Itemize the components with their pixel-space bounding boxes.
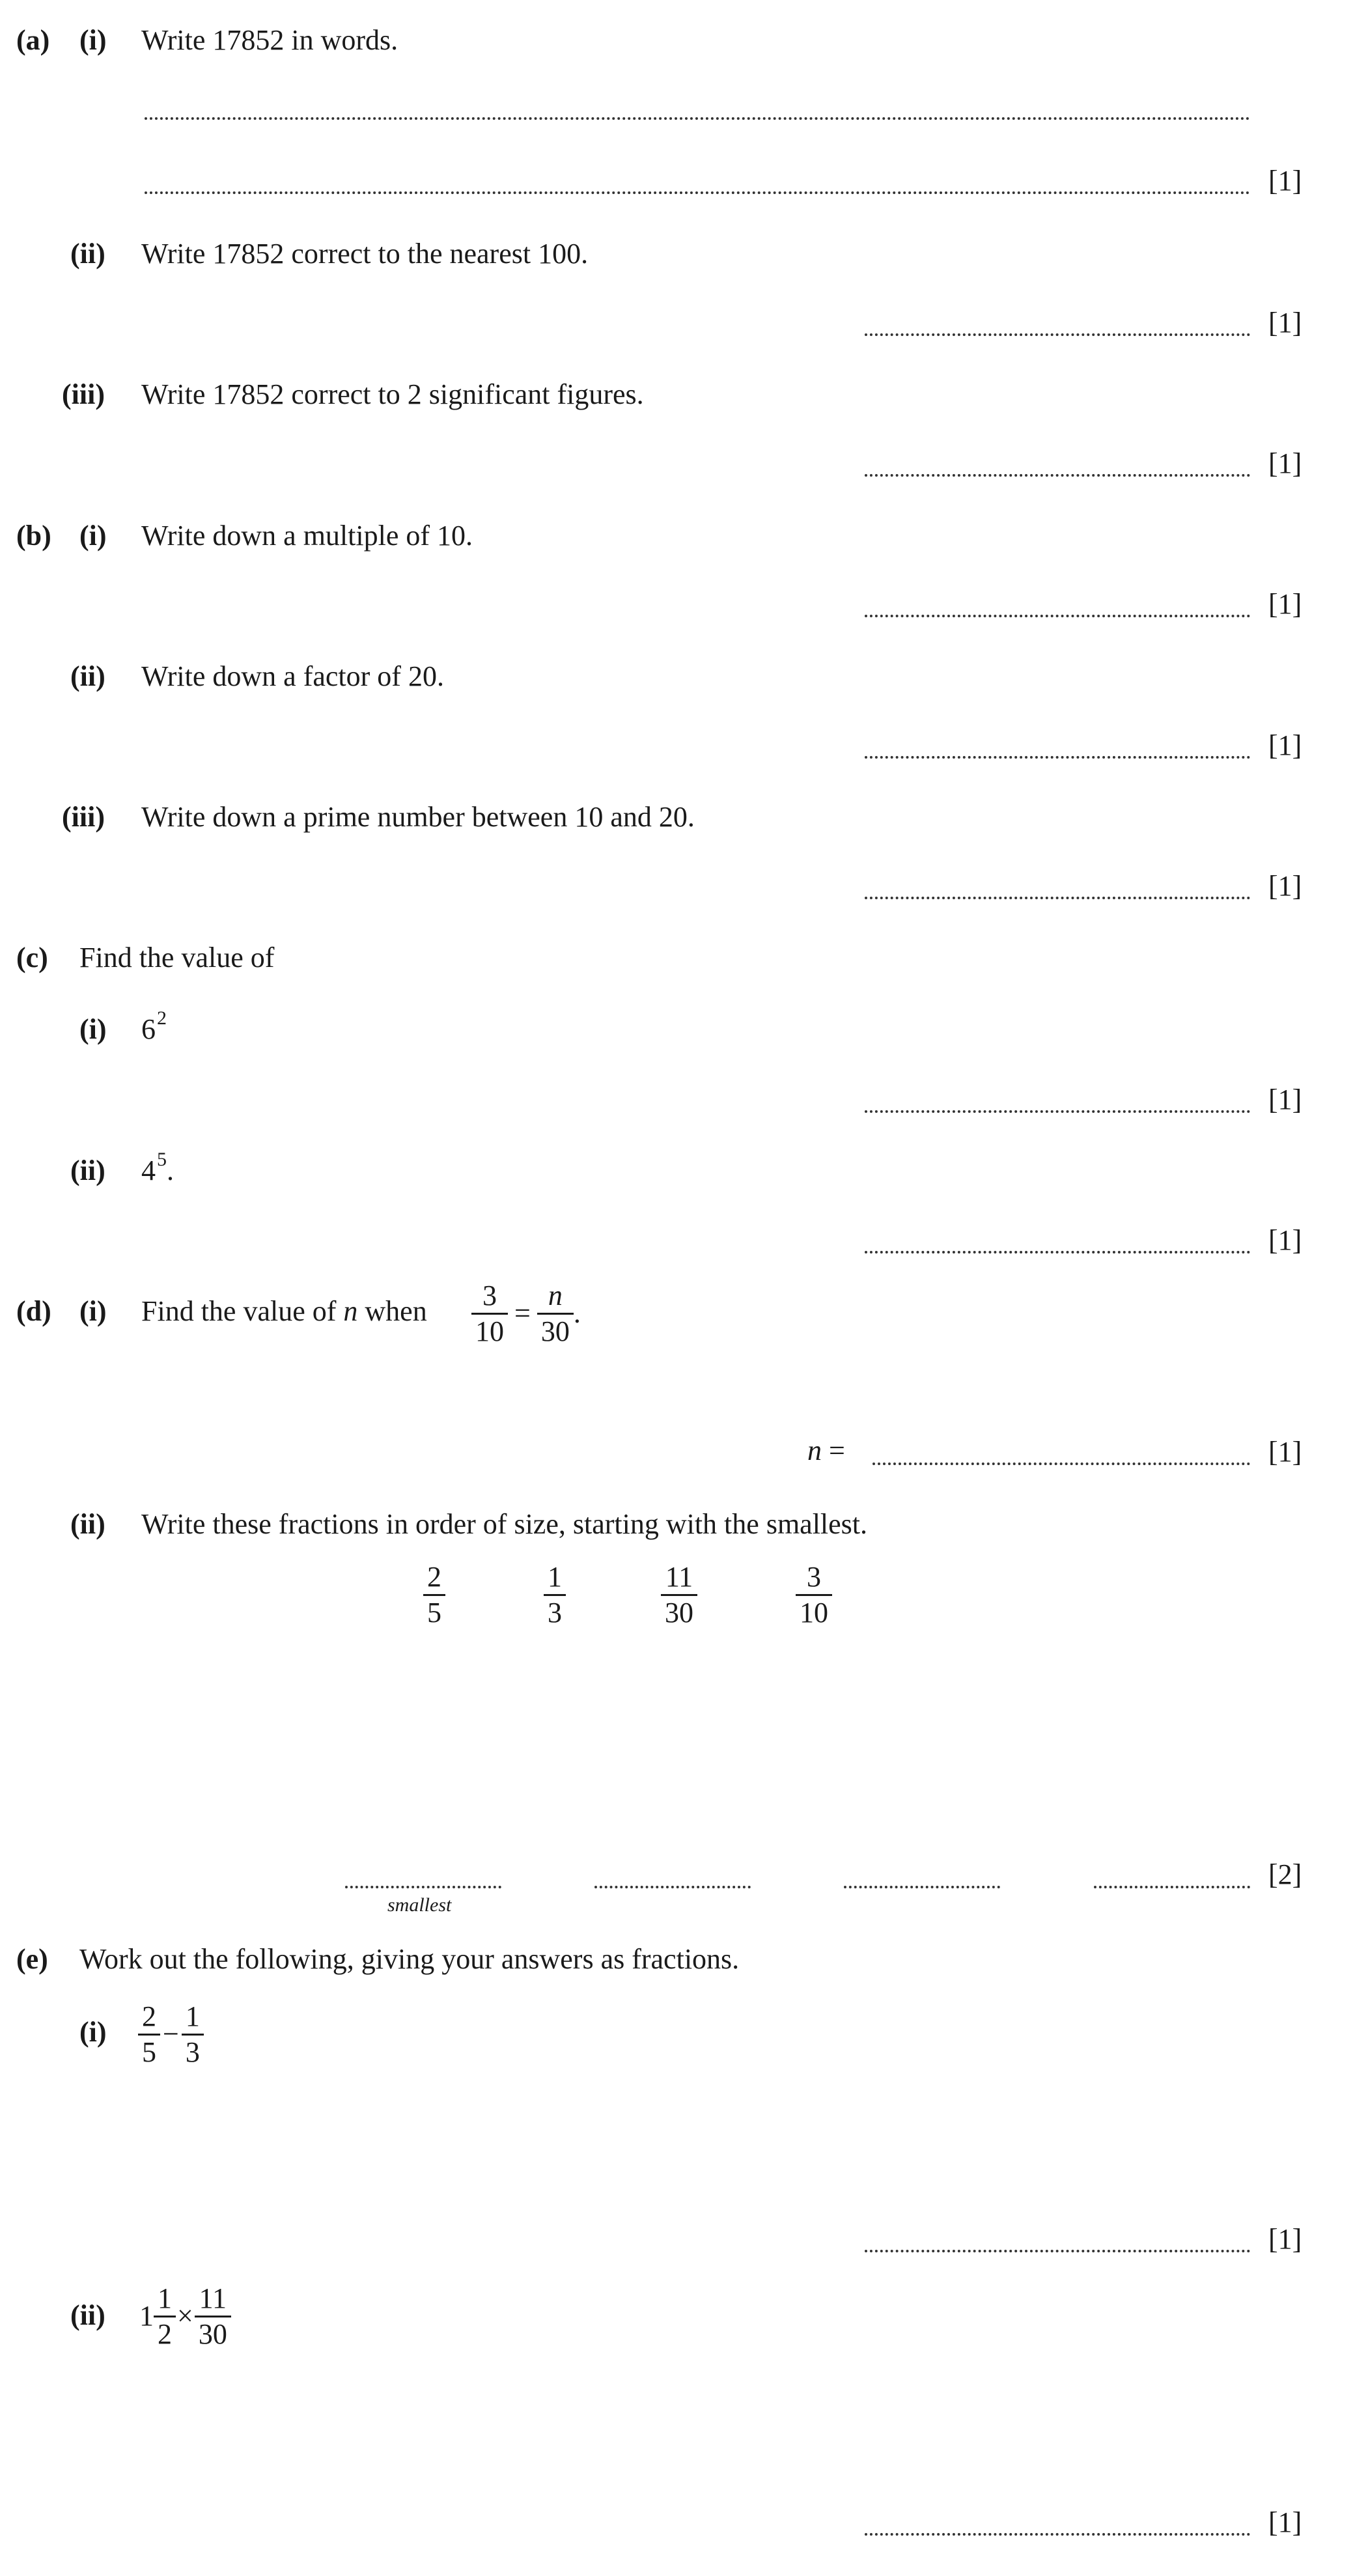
marks-d-ii: [2] <box>1268 1858 1302 1890</box>
part-label-d: (d) <box>16 1295 51 1327</box>
denominator: 10 <box>796 1594 832 1627</box>
fraction-mixed-part <box>154 2284 176 2349</box>
subpart-label-d-ii: (ii) <box>70 1508 105 1540</box>
minus-sign: − <box>163 2018 179 2051</box>
whole-number: 1 <box>139 2300 154 2332</box>
order-answer-slot-2[interactable] <box>594 1886 751 1888</box>
marks-e-i: [1] <box>1268 2223 1302 2255</box>
subpart-label-b-ii: (ii) <box>70 660 105 692</box>
numerator: 11 <box>665 1561 693 1593</box>
fraction-list-item <box>796 1563 832 1627</box>
answer-line-e-i[interactable] <box>865 2250 1250 2252</box>
numerator: 2 <box>427 1561 441 1593</box>
marks-d-i: [1] <box>1268 1436 1302 1468</box>
numerator: 2 <box>142 2000 156 2032</box>
base-c-i: 6 <box>141 1013 156 1045</box>
order-answer-slot-4[interactable] <box>1094 1886 1250 1888</box>
question-a-i-text: Write 17852 in words. <box>141 24 398 56</box>
part-label-b: (b) <box>16 520 51 552</box>
denominator: 10 <box>471 1313 508 1346</box>
variable-n: n <box>343 1295 358 1327</box>
marks-b-ii: [1] <box>1268 729 1302 761</box>
question-b-ii-text: Write down a factor of 20. <box>141 660 444 692</box>
numerator: 1 <box>185 2000 200 2032</box>
part-label-e: (e) <box>16 1943 48 1975</box>
text: Find the value of <box>141 1295 344 1327</box>
denominator: 3 <box>182 2034 204 2067</box>
variable-n: n <box>807 1435 822 1466</box>
marks-c-ii: [1] <box>1268 1224 1302 1256</box>
subpart-label-c-ii: (ii) <box>70 1155 105 1186</box>
subpart-label-c-i: (i) <box>79 1013 107 1045</box>
question-b-i-text: Write down a multiple of 10. <box>141 520 473 552</box>
fraction-list-item <box>544 1563 566 1627</box>
answer-line-e-ii[interactable] <box>865 2533 1250 2536</box>
subpart-label-e-ii: (ii) <box>70 2299 105 2331</box>
fraction-three-tenths <box>796 1563 832 1627</box>
question-d-i-text <box>141 1295 427 1329</box>
fraction-one-third <box>544 1563 566 1627</box>
marks-a-ii: [1] <box>1268 307 1302 339</box>
answer-line-b-ii[interactable] <box>865 756 1250 759</box>
equation-d-i <box>471 1281 581 1346</box>
answer-line-c-i[interactable] <box>865 1110 1250 1113</box>
exponent-c-i: 2 <box>157 1007 167 1029</box>
punctuation: . <box>573 1297 581 1330</box>
answer-line-b-i[interactable] <box>865 615 1250 617</box>
answer-line-a-ii[interactable] <box>865 333 1250 336</box>
fraction-b <box>195 2284 231 2349</box>
fraction-list-item <box>423 1563 445 1627</box>
expression-c-i <box>141 1007 167 1047</box>
subpart-label-a-iii: (iii) <box>62 378 105 410</box>
expression-e-ii <box>139 2284 231 2349</box>
denominator: 5 <box>423 1594 445 1627</box>
punctuation: . <box>167 1155 174 1186</box>
question-b-iii-text: Write down a prime number between 10 and 20. <box>141 801 695 833</box>
marks-e-ii: [1] <box>1268 2506 1302 2538</box>
order-answer-slot-1[interactable] <box>345 1886 501 1888</box>
subpart-label-b-iii: (iii) <box>62 801 105 833</box>
times-sign: × <box>177 2300 193 2332</box>
subpart-label-d-i: (i) <box>79 1295 107 1327</box>
subpart-label-e-i: (i) <box>79 2016 107 2048</box>
answer-line-b-iii[interactable] <box>865 897 1250 899</box>
fraction-list-item <box>661 1563 697 1627</box>
smallest-label: smallest <box>387 1894 452 1916</box>
subpart-label-a-ii: (ii) <box>70 238 105 270</box>
fraction-left <box>471 1281 508 1346</box>
expression-c-ii <box>141 1149 174 1188</box>
question-e-intro: Work out the following, giving your answers as fractions. <box>79 1943 740 1975</box>
numerator: 3 <box>482 1280 497 1311</box>
marks-b-i: [1] <box>1268 588 1302 620</box>
fraction-a <box>138 2002 160 2067</box>
answer-line-a-i-2[interactable] <box>145 191 1250 194</box>
numerator: 11 <box>199 2282 227 2314</box>
order-answer-slot-3[interactable] <box>844 1886 1000 1888</box>
answer-line-a-i-1[interactable] <box>145 117 1250 120</box>
marks-a-i: [1] <box>1268 165 1302 197</box>
numerator: 3 <box>807 1561 821 1593</box>
marks-a-iii: [1] <box>1268 447 1302 479</box>
fraction-two-fifths <box>423 1563 445 1627</box>
denominator: 5 <box>138 2034 160 2067</box>
denominator: 3 <box>544 1594 566 1627</box>
equals-sign: = <box>514 1297 531 1330</box>
subpart-label-a-i: (i) <box>79 24 107 56</box>
marks-c-i: [1] <box>1268 1084 1302 1115</box>
denominator: 2 <box>154 2316 176 2349</box>
exponent-c-ii: 5 <box>157 1149 167 1170</box>
question-a-ii-text: Write 17852 correct to the nearest 100. <box>141 238 589 270</box>
fraction-eleven-thirtieths <box>661 1563 697 1627</box>
question-d-ii-text: Write these fractions in order of size, starting with the smallest. <box>141 1508 868 1540</box>
answer-line-a-iii[interactable] <box>865 474 1250 477</box>
numerator: 1 <box>548 1561 562 1593</box>
part-label-a: (a) <box>16 24 50 56</box>
question-a-iii-text: Write 17852 correct to 2 significant figures. <box>141 378 644 410</box>
numerator: 1 <box>158 2282 172 2314</box>
question-c-intro: Find the value of <box>79 942 275 973</box>
part-label-c: (c) <box>16 942 48 973</box>
expression-e-i <box>138 2002 204 2067</box>
answer-line-c-ii[interactable] <box>865 1251 1250 1253</box>
numerator: n <box>548 1280 563 1311</box>
denominator: 30 <box>195 2316 231 2349</box>
equals-sign: = <box>822 1435 845 1466</box>
base-c-ii: 4 <box>141 1155 156 1186</box>
subpart-label-b-i: (i) <box>79 520 107 552</box>
text: when <box>357 1295 427 1327</box>
denominator: 30 <box>537 1313 574 1346</box>
marks-b-iii: [1] <box>1268 870 1302 902</box>
answer-line-d-i[interactable] <box>872 1463 1250 1465</box>
answer-label-d-i <box>807 1434 845 1468</box>
fraction-right <box>537 1281 574 1346</box>
denominator: 30 <box>661 1594 697 1627</box>
fraction-b <box>182 2002 204 2067</box>
